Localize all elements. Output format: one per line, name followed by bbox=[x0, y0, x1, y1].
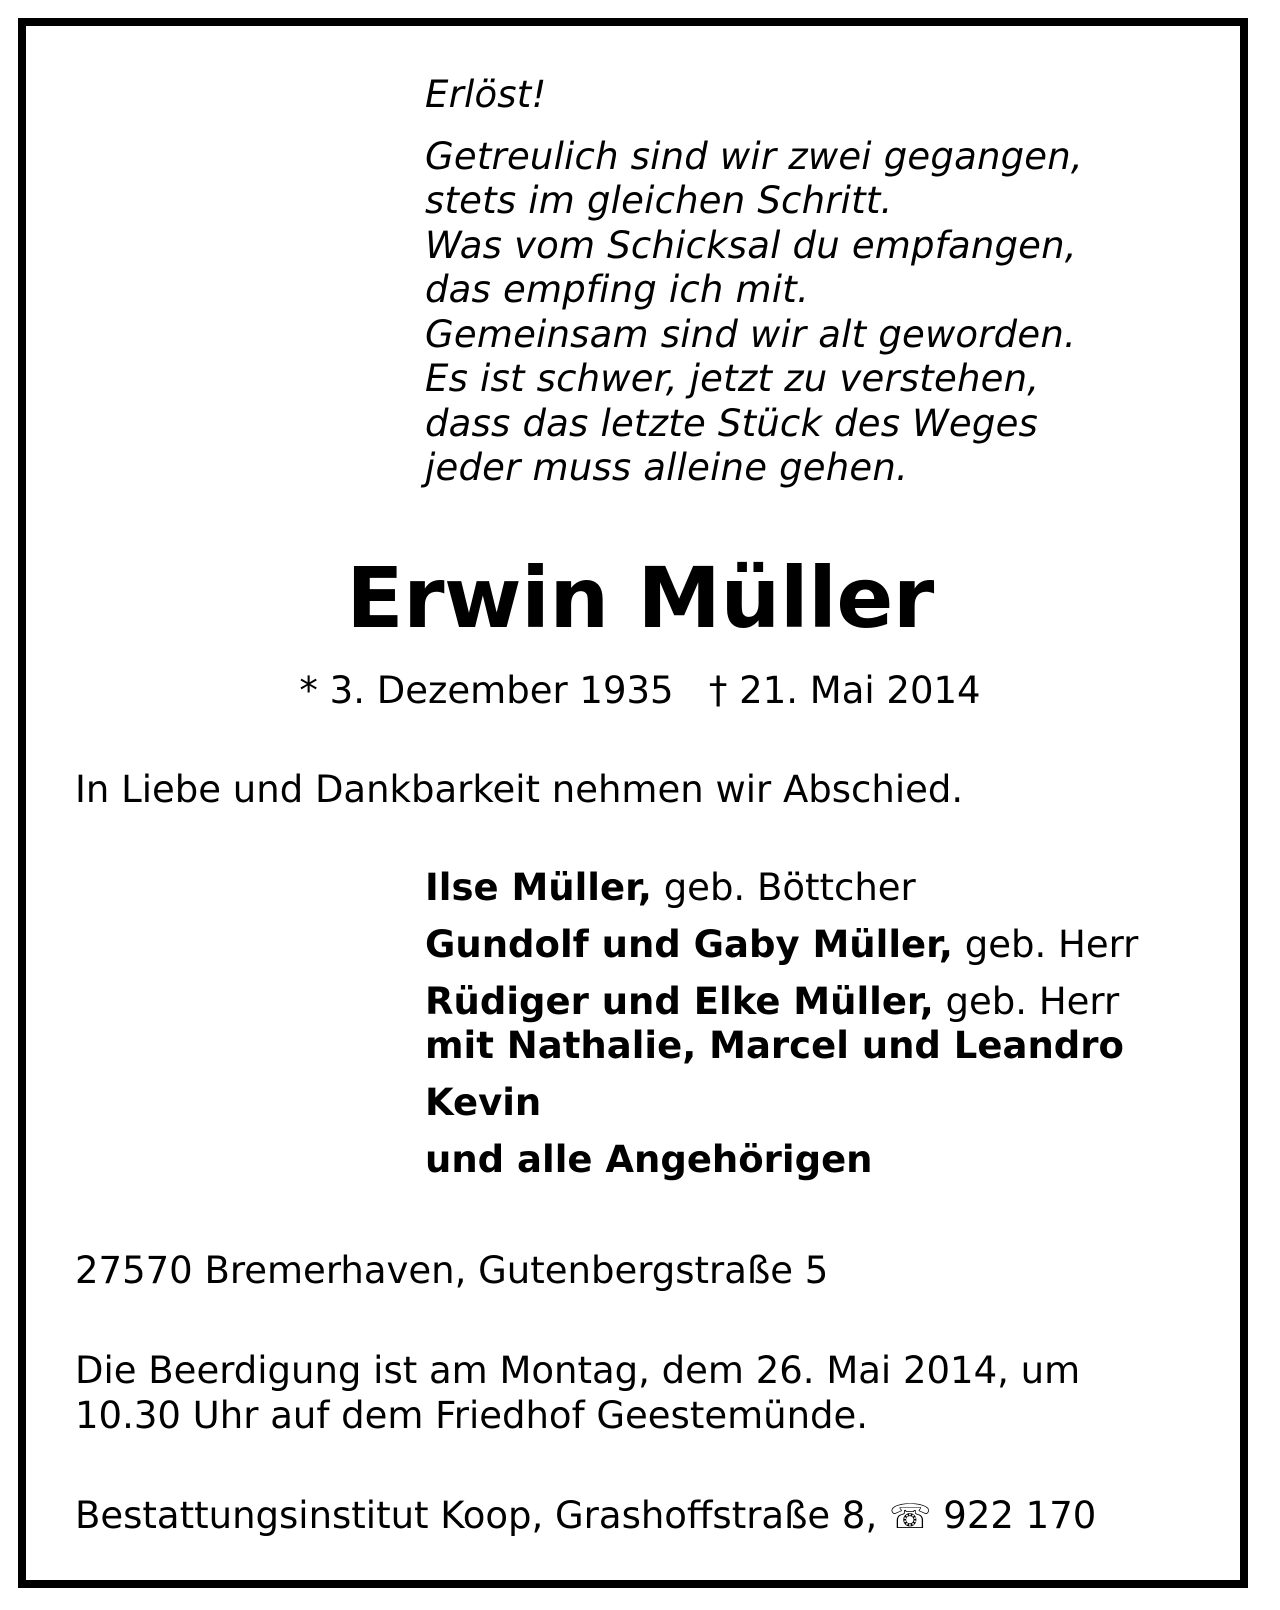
family-member bbox=[425, 980, 1138, 1024]
poem-gap bbox=[425, 118, 1083, 135]
poem-line: jeder muss alleine gehen. bbox=[425, 446, 909, 489]
family-list bbox=[425, 866, 1138, 1182]
family-member-name: mit Nathalie, Marcel und Leandro bbox=[425, 1024, 1124, 1067]
undertaker-text: Bestattungsinstitut Koop, Grashoffstraße 8, bbox=[75, 1494, 878, 1537]
funeral-line: Die Beerdigung ist am Montag, dem 26. Mai 2014, um bbox=[75, 1349, 1081, 1392]
poem-line: Gemeinsam sind wir alt geworden. bbox=[425, 312, 1076, 356]
family-member-name: Ilse Müller, bbox=[425, 866, 652, 909]
death-date: † 21. Mai 2014 bbox=[708, 669, 981, 712]
farewell-text: In Liebe und Dankbarkeit nehmen wir Abschied. bbox=[75, 768, 964, 811]
family-member bbox=[425, 1024, 1138, 1068]
family-member-name: Rüdiger und Elke Müller, bbox=[425, 980, 934, 1023]
family-member-name: und alle Angehörigen bbox=[425, 1138, 873, 1181]
family-member-note: geb. Herr bbox=[933, 980, 1120, 1023]
birth-date: * 3. Dezember 1935 bbox=[299, 669, 674, 712]
poem-line: stets im gleichen Schritt. bbox=[425, 179, 893, 222]
poem-line: Es ist schwer, jetzt zu verstehen, bbox=[425, 357, 1040, 400]
family-member-name: Kevin bbox=[425, 1081, 542, 1124]
poem-line: Getreulich sind wir zwei gegangen, bbox=[425, 134, 1083, 178]
poem-line: Was vom Schicksal du empfangen, bbox=[425, 223, 1077, 267]
family-member-name: Gundolf und Gaby Müller, bbox=[425, 923, 953, 966]
poem-line: das empfing ich mit. bbox=[425, 268, 809, 311]
family-member bbox=[425, 1138, 1138, 1182]
family-member-note: geb. Böttcher bbox=[651, 866, 916, 909]
address: 27570 Bremerhaven, Gutenbergstraße 5 bbox=[75, 1249, 829, 1292]
poem-line: dass das letzte Stück des Weges bbox=[425, 401, 1039, 445]
poem bbox=[425, 73, 1083, 491]
family-member-note: geb. Herr bbox=[952, 923, 1139, 966]
life-dates bbox=[0, 668, 1280, 714]
family-member bbox=[425, 866, 1138, 910]
telephone-icon: ☏ bbox=[889, 1497, 932, 1537]
funeral-info bbox=[75, 1348, 1080, 1438]
deceased-name: Erwin Müller bbox=[346, 549, 934, 647]
phone-number: 922 170 bbox=[943, 1494, 1097, 1537]
undertaker-info bbox=[75, 1493, 1096, 1540]
family-member bbox=[425, 1081, 1138, 1125]
family-member bbox=[425, 923, 1138, 967]
poem-title: Erlöst! bbox=[425, 73, 547, 116]
funeral-line: 10.30 Uhr auf dem Friedhof Geestemünde. bbox=[75, 1394, 869, 1437]
